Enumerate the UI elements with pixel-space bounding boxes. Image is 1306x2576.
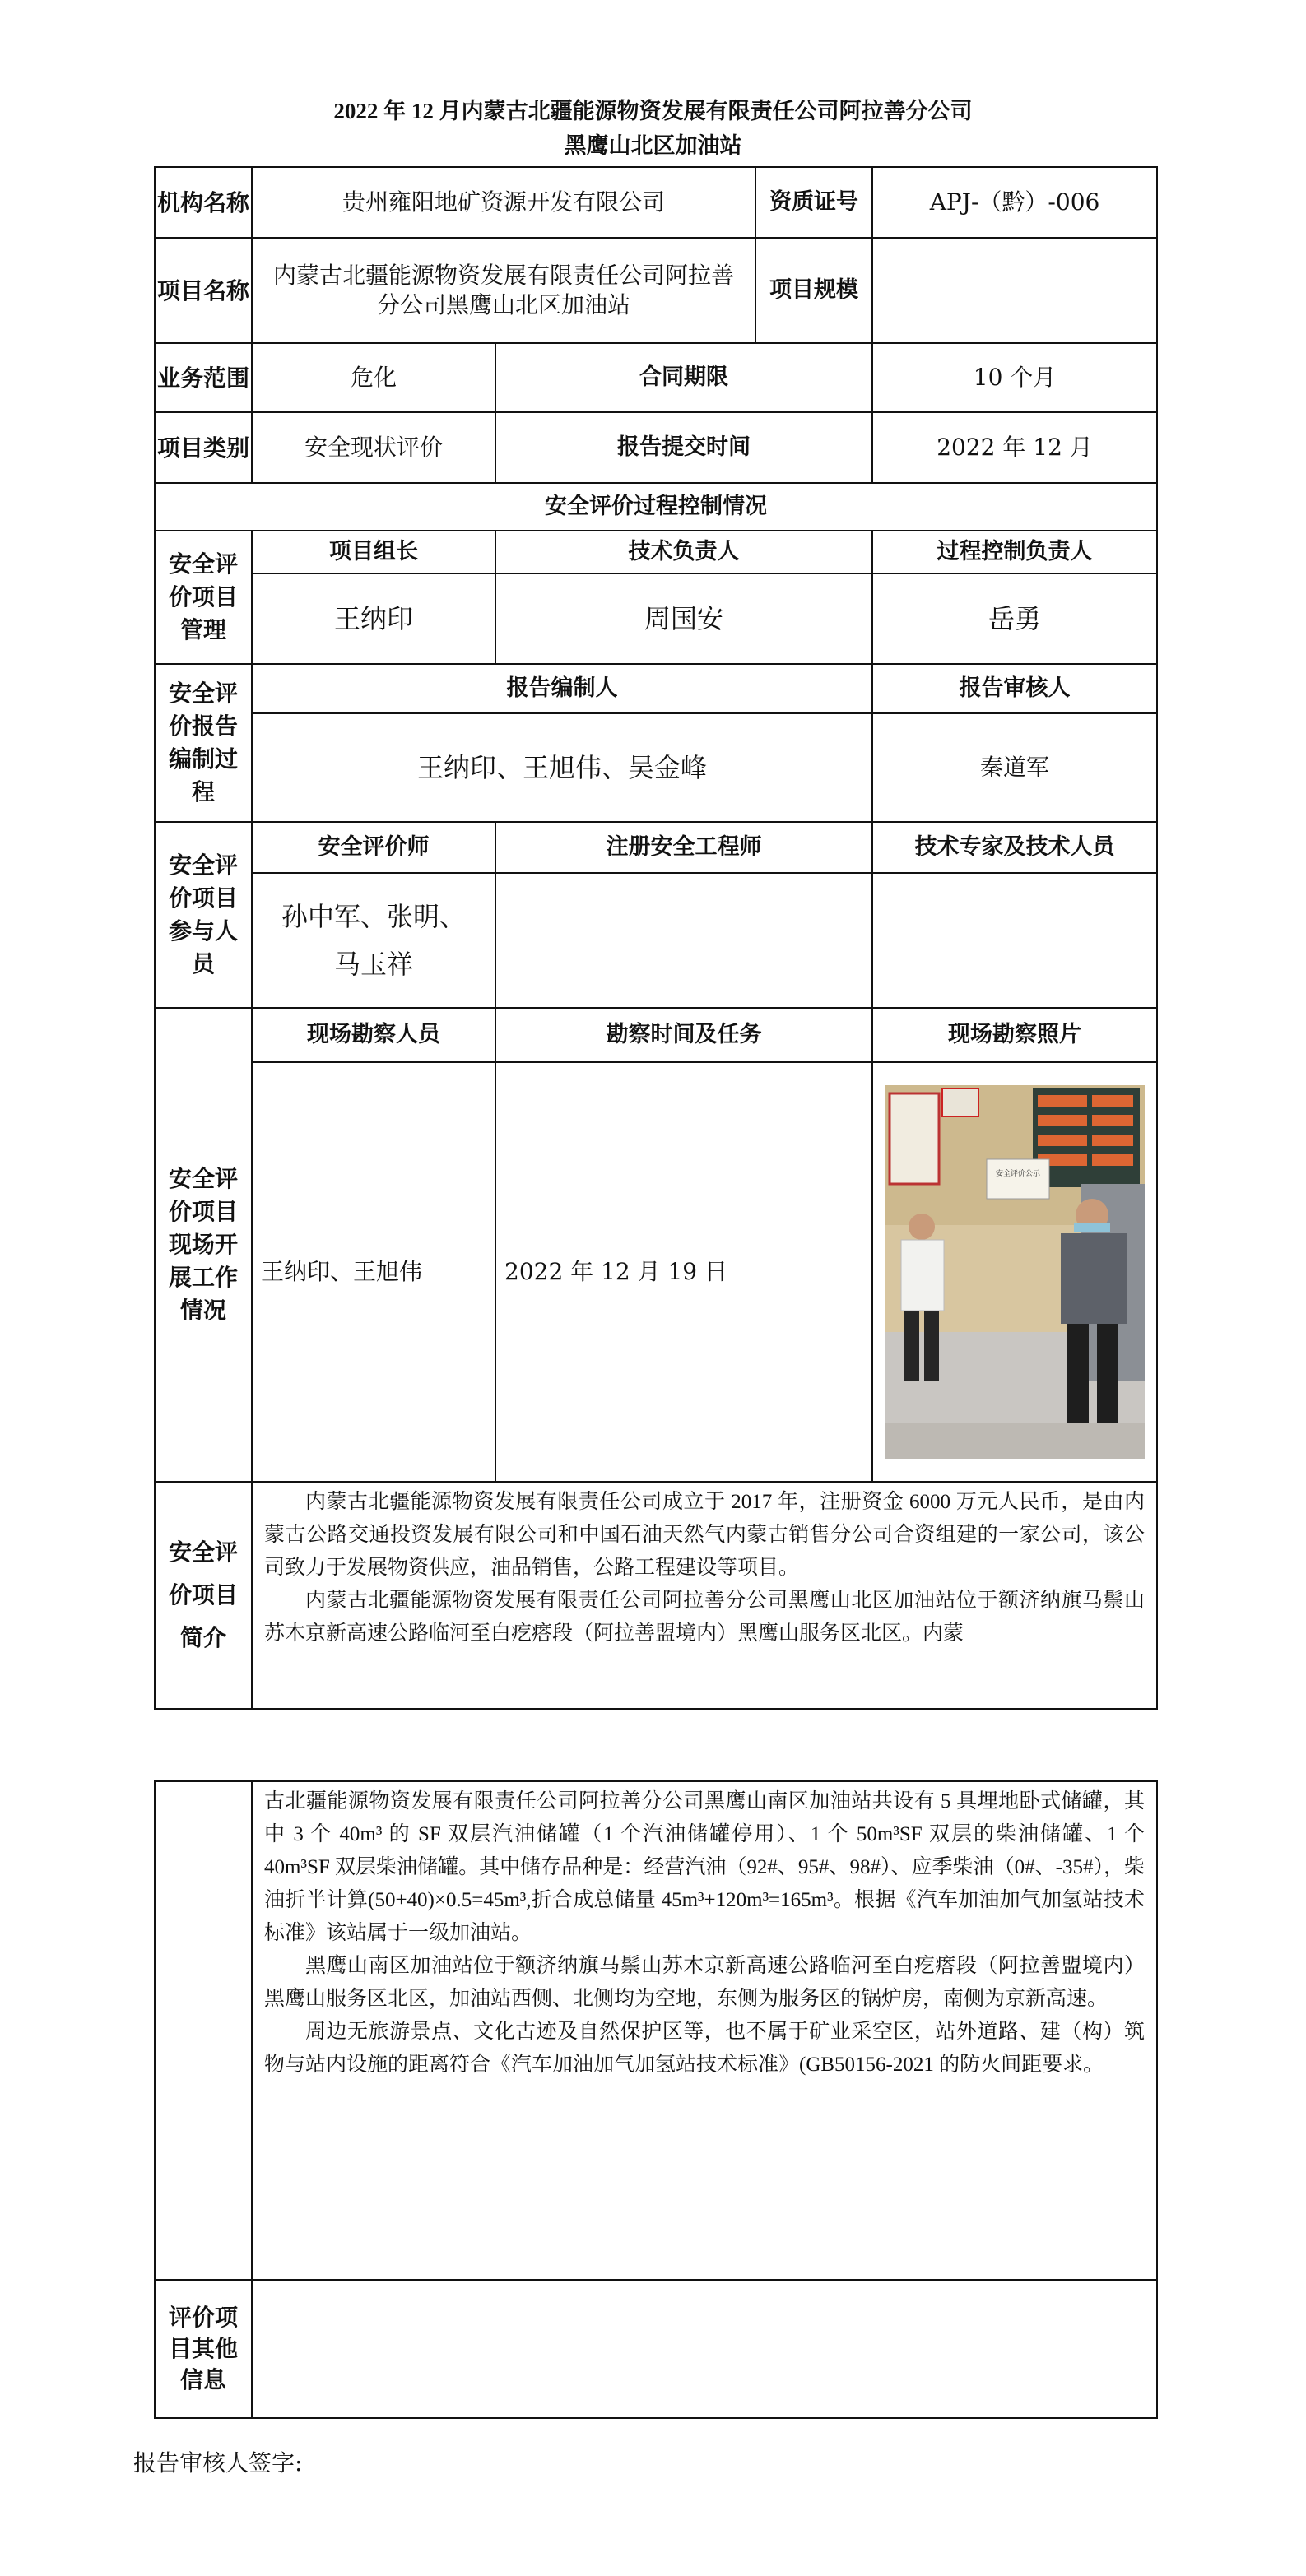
submit-value: 2022 年 12 月 (872, 412, 1157, 483)
notice-text: 安全评价公示 (996, 1170, 1041, 1178)
field-header-staff: 现场勘察人员 (252, 1008, 495, 1062)
field-date: 2022 年 12 月 19 日 (495, 1062, 872, 1482)
participants-engineers (495, 873, 872, 1008)
business-label: 业务范围 (155, 343, 252, 412)
term-label: 合同期限 (495, 343, 872, 412)
management-header-control: 过程控制负责人 (872, 531, 1157, 573)
field-label: 安全评价项目现场开展工作情况 (155, 1008, 252, 1482)
field-staff: 王纳印、王旭伟 (252, 1062, 495, 1482)
project-value: 内蒙古北疆能源物资发展有限责任公司阿拉善分公司黑鹰山北区加油站 (252, 238, 755, 343)
doc-title-line1: 2022 年 12 月内蒙古北疆能源物资发展有限责任公司阿拉善分公司 (333, 99, 973, 123)
management-header-leader: 项目组长 (252, 531, 495, 573)
other-value (252, 2280, 1157, 2418)
intro-paragraph-1: 内蒙古北疆能源物资发展有限责任公司成立于 2017 年，注册资金 6000 万元人民币，是由内蒙古公路交通投资发展有限公司和中国石油天然气内蒙古销售分公司合资组建的一家公司，该公司致力于发展物资供应，油品销售，公路工程建设等项目。 (264, 1491, 1146, 1579)
management-header-tech: 技术负责人 (495, 531, 872, 573)
info-table (154, 166, 1158, 1710)
project-label: 项目名称 (155, 238, 252, 343)
management-control: 岳勇 (872, 573, 1157, 664)
report-authors: 王纳印、王旭伟、吴金峰 (252, 713, 872, 822)
business-value: 危化 (252, 343, 495, 412)
report-header-author: 报告编制人 (252, 664, 872, 713)
management-tech: 周国安 (495, 573, 872, 664)
participants-experts (872, 873, 1157, 1008)
report-label: 安全评价报告编制过程 (155, 664, 252, 822)
intro-label: 安全评价项目简介 (155, 1482, 252, 1709)
intro-text-part2 (252, 1781, 1157, 2280)
participants-evaluators (252, 873, 495, 1008)
other-label: 评价项目其他信息 (155, 2280, 252, 2418)
field-header-photo: 现场勘察照片 (872, 1008, 1157, 1062)
intro-paragraph-5: 周边无旅游景点、文化古迹及自然保护区等，也不属于矿业采空区，站外道路、建（构）筑物与站内设施的距离符合《汽车加油加气加氢站技术标准》(GB50156-2021 的防火间距要求。 (264, 2021, 1145, 2076)
doc-title-line2: 黑鹰山北区加油站 (564, 133, 742, 158)
type-value: 安全现状评价 (252, 412, 495, 483)
reviewer-signature-label: 报告审核人签字: (133, 2449, 303, 2476)
management-leader: 王纳印 (252, 573, 495, 664)
field-header-date: 勘察时间及任务 (495, 1008, 872, 1062)
scale-value (872, 238, 1157, 343)
participants-label: 安全评价项目参与人员 (155, 822, 252, 1008)
participants-header-experts: 技术专家及技术人员 (872, 822, 1157, 873)
cert-value: APJ-（黔）-006 (872, 167, 1157, 238)
intro-text-part1 (252, 1482, 1157, 1709)
cert-label: 资质证号 (755, 167, 872, 238)
evaluators-line1: 孙中军、张明、 (281, 901, 466, 932)
intro-paragraph-3: 古北疆能源物资发展有限责任公司阿拉善分公司黑鹰山南区加油站共设有 5 具埋地卧式储罐，其中 3 个 40m³ 的 SF 双层汽油储罐（1 个汽油储罐停用）、1 个 50m³SF 双层的柴油储罐、1 个 40m³SF 双层柴油储罐。其中储存品种是：经营汽油（92#、95#、98#）、应季柴油（0#、-35#），柴油折半计算(50+40)×0.5=45m³,折合成总储量 45m³+120m³=165m³。根据《汽车加油加气加氢站技术标准》该站属于一级加油站。 (264, 1790, 1145, 1944)
type-label: 项目类别 (155, 412, 252, 483)
participants-header-evaluators: 安全评价师 (252, 822, 495, 873)
process-header: 安全评价过程控制情况 (155, 483, 1157, 531)
term-value: 10 个月 (872, 343, 1157, 412)
intro-continued-label-cell (155, 1781, 252, 2280)
org-value: 贵州雍阳地矿资源开发有限公司 (252, 167, 755, 238)
scale-label: 项目规模 (755, 238, 872, 343)
intro-paragraph-4: 黑鹰山南区加油站位于额济纳旗马鬃山苏木京新高速公路临河至白疙瘩段（阿拉善盟境内）黑鹰山服务区北区，加油站西侧、北侧均为空地，东侧为服务区的锅炉房，南侧为京新高速。 (264, 1955, 1145, 2010)
management-label: 安全评价项目管理 (155, 531, 252, 664)
participants-header-engineers: 注册安全工程师 (495, 822, 872, 873)
info-table-continued (154, 1780, 1158, 2419)
evaluators-line2: 马玉祥 (333, 949, 413, 980)
site-survey-photo (885, 1085, 1145, 1459)
submit-label: 报告提交时间 (495, 412, 872, 483)
report-header-reviewer: 报告审核人 (872, 664, 1157, 713)
intro-paragraph-2: 内蒙古北疆能源物资发展有限责任公司阿拉善分公司黑鹰山北区加油站位于额济纳旗马鬃山苏木京新高速公路临河至白疙瘩段（阿拉善盟境内）黑鹰山服务区北区。内蒙 (264, 1590, 1146, 1645)
field-photo-cell (872, 1062, 1157, 1482)
report-reviewer: 秦道军 (872, 713, 1157, 822)
org-label: 机构名称 (155, 167, 252, 238)
